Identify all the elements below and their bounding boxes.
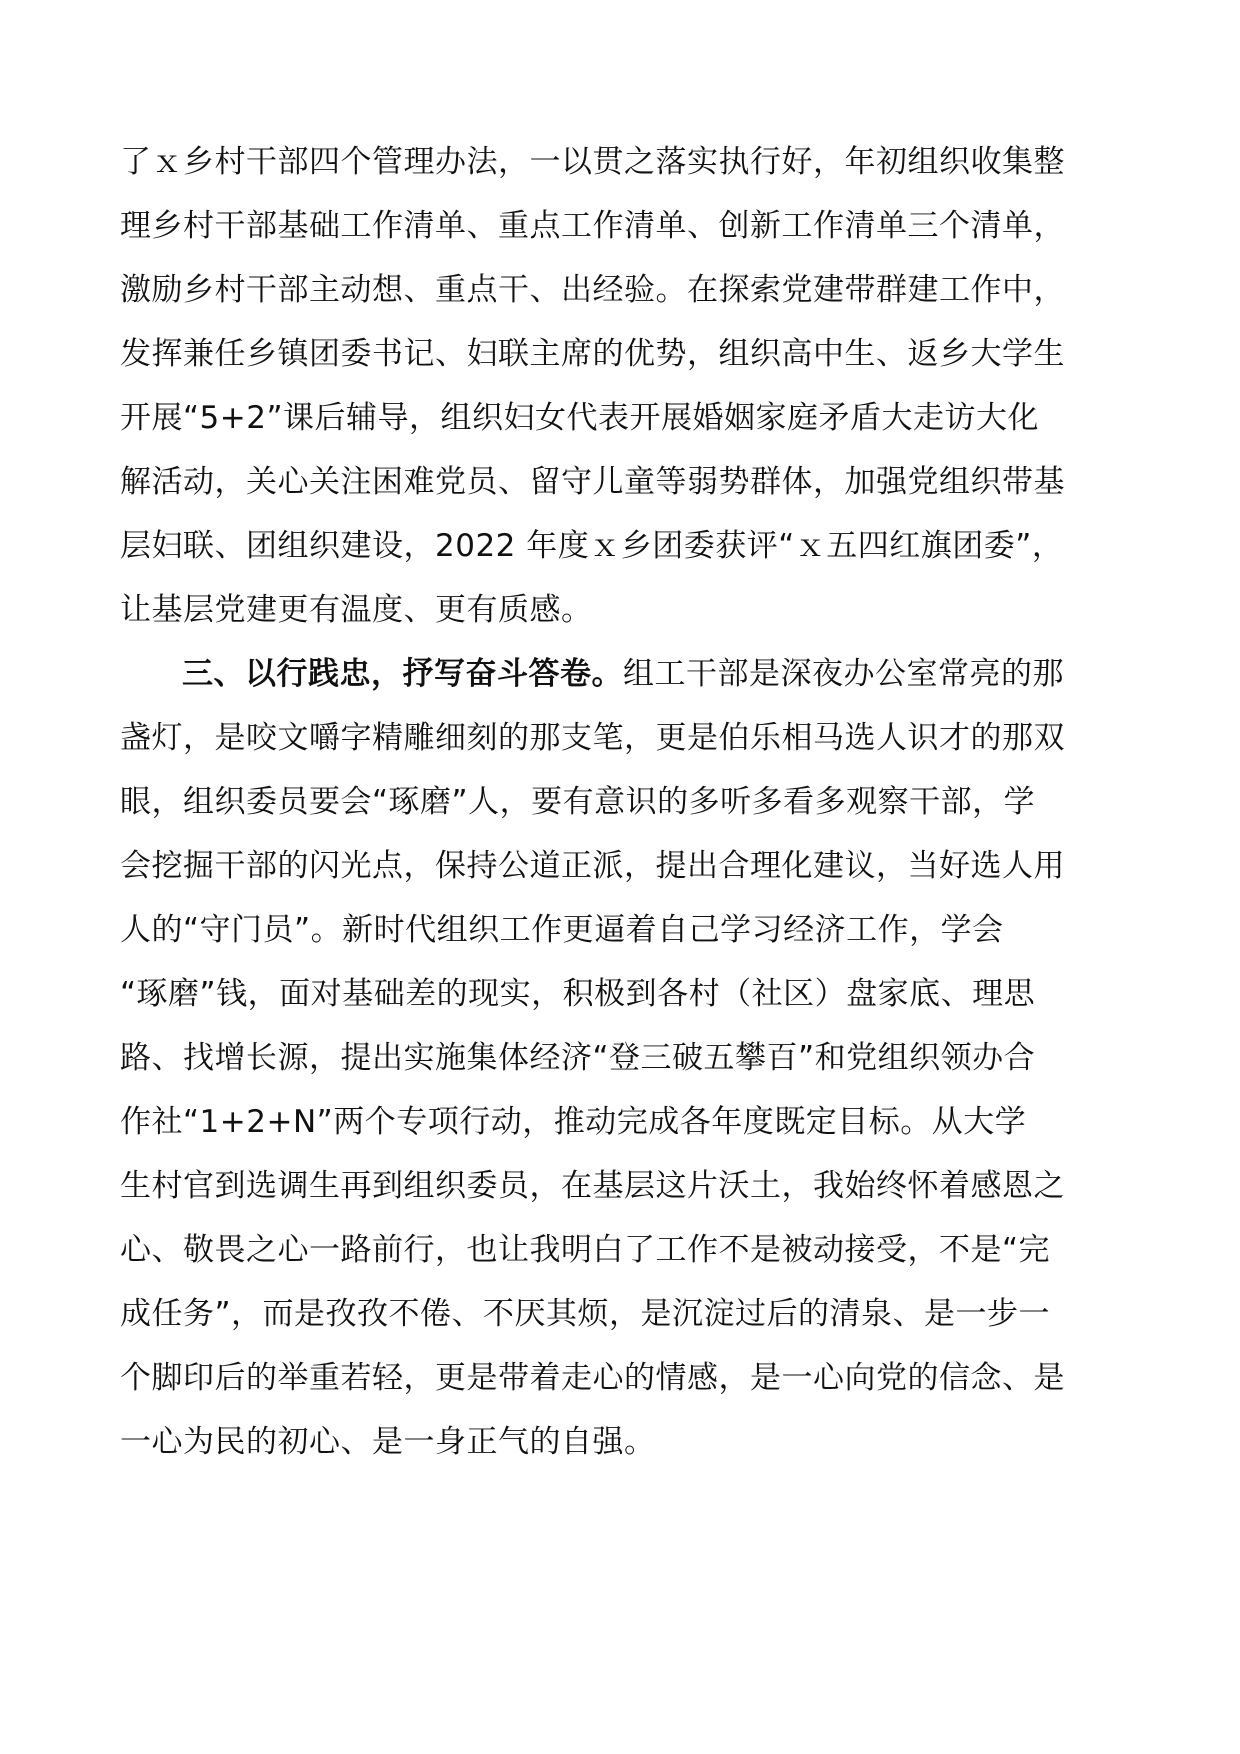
- text-line: 眼，组织委员要会“琢磨”人，要有意识的多听多看多观察干部，学: [120, 784, 1036, 820]
- text-line: 生村官到选调生再到组织委员，在基层这片沃土，我始终怀着感恩之: [120, 1168, 1065, 1204]
- section-3-first-line: [120, 642, 1130, 706]
- document-body: [120, 130, 1130, 1474]
- text-line: 一心为民的初心、是一身正气的自强。: [120, 1424, 656, 1460]
- text-line: 解活动，关心关注困难党员、留守儿童等弱势群体，加强党组织带基: [120, 464, 1065, 500]
- text-line: 会挖掘干部的闪光点，保持公道正派，提出合理化建议，当好选人用: [120, 848, 1065, 884]
- text-line: 作社“1+2+N”两个专项行动，推动完成各年度既定目标。从大学: [120, 1104, 1027, 1140]
- text-line: 了ｘ乡村干部四个管理办法，一以贯之落实执行好，年初组织收集整: [120, 144, 1065, 180]
- text-line: 盏灯，是咬文嚼字精雕细刻的那支笔，更是伯乐相马选人识才的那双: [120, 720, 1065, 756]
- text-line: 人的“守门员”。新时代组织工作更逼着自己学习经济工作，学会: [120, 912, 1004, 948]
- text-line: 个脚印后的举重若轻，更是带着走心的情感，是一心向党的信念、是: [120, 1360, 1065, 1396]
- text-line: 发挥兼任乡镇团委书记、妇联主席的优势，组织高中生、返乡大学生: [120, 336, 1065, 372]
- text-line: 理乡村干部基础工作清单、重点工作清单、创新工作清单三个清单，: [120, 208, 1065, 244]
- text-line: 心、敬畏之心一路前行，也让我明白了工作不是被动接受，不是“完: [120, 1232, 1051, 1268]
- text-line: 让基层党建更有温度、更有质感。: [120, 592, 593, 628]
- paragraph-section-3: [120, 642, 1130, 1474]
- text-line: 层妇联、团组织建设，2022 年度ｘ乡团委获评“ｘ五四红旗团委”，: [120, 528, 1064, 564]
- text-line: 成任务”，而是孜孜不倦、不厌其烦，是沉淀过后的清泉、是一步一: [120, 1296, 1051, 1332]
- text-line: 开展“5+2”课后辅导，组织妇女代表开展婚姻家庭矛盾大走访大化: [120, 400, 1040, 436]
- text-line: “琢磨”钱，面对基础差的现实，积极到各村（社区）盘家底、理思: [120, 976, 1036, 1012]
- text-line: 路、找增长源，提出实施集体经济“登三破五攀百”和党组织领办合: [120, 1040, 1036, 1076]
- text-line: 激励乡村干部主动想、重点干、出经验。在探索党建带群建工作中，: [120, 272, 1065, 308]
- paragraph-continued: [120, 130, 1130, 642]
- section-3-heading: 三、以行践忠，抒写奋斗答卷。: [182, 656, 623, 692]
- section-3-first-line-text: 组工干部是深夜办公室常亮的那: [623, 656, 1064, 692]
